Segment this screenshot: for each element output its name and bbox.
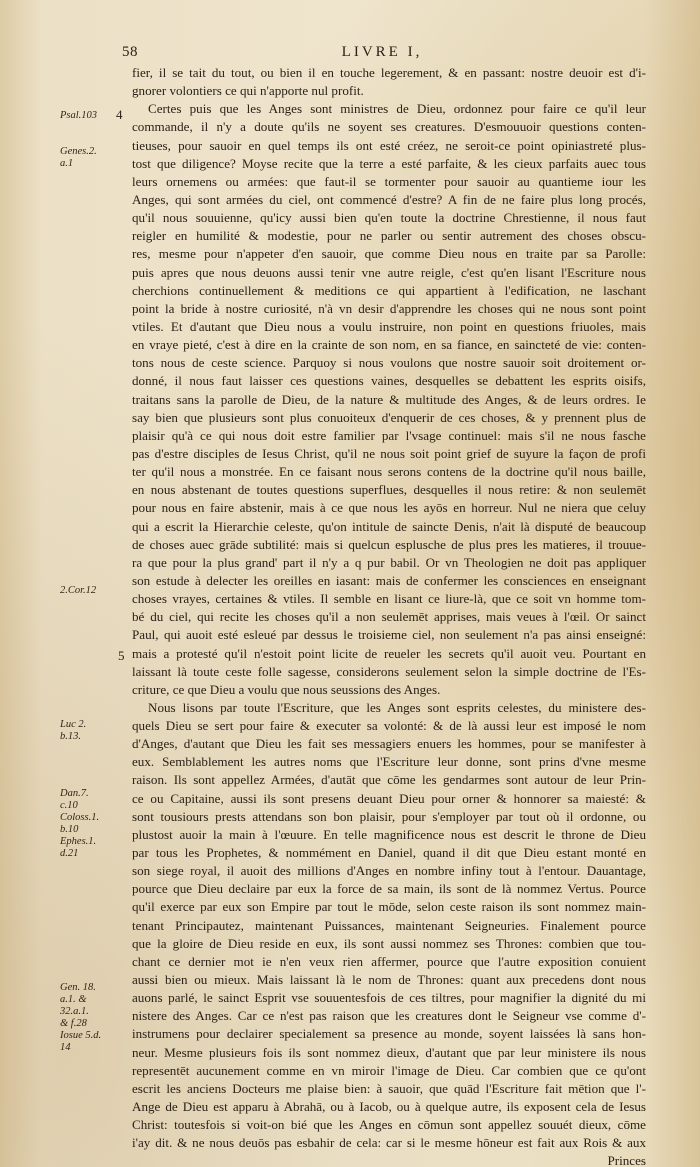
text-line: auons parlé, le sainct Esprit vse souuentesfois de ces tiltres, pour magnifier la dignité du mi bbox=[132, 990, 646, 1006]
text-line: choses vrayes, certaines & vtiles. Il semble en lisant ce liure-là, que ce soit vn homme tom- bbox=[132, 591, 646, 607]
text-line: puis apres que nous deuons aussi tenir vne autre reigle, c'est qu'en lisant l'Escriture nous bbox=[132, 264, 646, 280]
text-line: Anges, qui sont armées du ciel, ont commencé d'estre? A fin de ne faire plus long procés, bbox=[132, 191, 646, 207]
text-line: raison. Ils sont appellez Armées, d'autāt que cōme les gendarmes sont autour de leur Prin- bbox=[132, 772, 646, 788]
margin-note-gen18: Gen. 18. a.1. & 32.a.1. & f.28 Iosue 5.d. 14 bbox=[60, 982, 102, 1053]
body-text bbox=[132, 64, 646, 1167]
margin-note-genes: Genes.2. a.1 bbox=[60, 146, 97, 169]
text-line: de choses auec grāde subtilité: mais si quelcun esplusche de plus pres les matieres, il trouue- bbox=[132, 536, 646, 552]
text-line: Princes bbox=[607, 1153, 646, 1167]
text-line: mais a protesté qu'il n'estoit point licite de reueler les secrets qu'il auoit veu. Pourtant en bbox=[132, 645, 646, 661]
page-header bbox=[122, 44, 642, 66]
text-line: pour nous en faire abstenir, mais à ce que nous les ayōs en horreur. Nul ne niera que celuy bbox=[132, 500, 646, 516]
text-line: Christ: toutesfois si voit-on bié que les Anges en cōmun sont appellez souuét dieux, cōme bbox=[132, 1117, 646, 1133]
text-line: Certes puis que les Anges sont ministres de Dieu, ordonnez pour faire ce qu'il leur bbox=[148, 101, 646, 117]
text-line: instrumens pour declairer specialement sa presence au monde, soyent laissées là sans hon- bbox=[132, 1026, 646, 1042]
text-line: bé du ciel, qui recite les choses qu'il a non seulemēt apprises, mais veues à l'œil. Or sainct bbox=[132, 609, 646, 625]
text-line: representēt aucunement comme en vn miroir l'image de Dieu. Car combien que ce qu'ont bbox=[132, 1062, 646, 1078]
text-line: plaisir qu'à ce qui nous doit estre familier par l'vsage continuel: mais s'il ne nous fasche bbox=[132, 427, 646, 443]
text-line: neur. Mesme plusieurs fois ils sont nommez dieux, d'autant que par leur ministere ils nous bbox=[132, 1044, 646, 1060]
text-line: tieuses, pour sauoir en quel temps ils ont esté créez, ne seroit-ce point opiniastreté plus- bbox=[132, 137, 646, 153]
text-line: qu'il exerce par eux son Empire par tout le mōde, selon ceste raison ils sont nommez main- bbox=[132, 899, 646, 915]
text-line: ra que pour la plus grand' part il n'y a q pur babil. Or vn Theologien ne doit pas appliquer bbox=[132, 554, 646, 570]
text-line: en nous abstenant de toutes questions superflues, desquelles il nous retire: & non seulemēt bbox=[132, 482, 646, 498]
text-line: i'ay dit. & ne nous deuōs pas esbahir de cela: car si le mesme hōneur est fait aux Rois & aux bbox=[132, 1135, 646, 1151]
text-line: en vraye pieté, c'est à dire en la crainte de son nom, en sa fiance, en saincteté de vie: conten- bbox=[132, 337, 646, 353]
text-line: Ange de Dieu est apparu à Abrahā, ou à Iacob, ou à quelque autre, ils exposent cela de Iesus bbox=[132, 1099, 646, 1115]
section-number-4: 4 bbox=[116, 107, 123, 122]
text-line: sont tousiours prests attendans son bon plaisir, pour s'employer par tout où il ordonne, ou bbox=[132, 808, 646, 824]
text-line: chant ce dernier mot ie n'en veux rien affermer, pource que l'autre exposition conuient bbox=[132, 953, 646, 969]
running-title: LIVRE I, bbox=[341, 44, 423, 60]
text-line: d'Anges, d'autant que Dieu les fait ses messagiers enuers les hommes, pour se manifester à bbox=[132, 736, 646, 752]
text-line: nistere des Anges. Car ce n'est pas raison que les creatures dont le Seigneur vse comme d'- bbox=[132, 1008, 646, 1024]
text-line: ce ou Capitaine, aussi ils sont presens deuant Dieu pour orner & honnorer sa maiesté: & bbox=[132, 790, 646, 806]
text-line: say bien que plusieurs sont plus conuoiteux d'enquerir de ces choses, & y prennent plus de bbox=[132, 409, 646, 425]
text-line: vtiles. Et d'autant que Dieu nous a voulu instruire, non point en questions friuoles, mais bbox=[132, 318, 646, 334]
text-line: Paul, qui auoit esté esleué par dessus le troisieme ciel, non seulement n'a pas ainsi enseigné: bbox=[132, 627, 646, 643]
text-line: pource que Dieu declaire par eux la force de sa main, ils sont de là nommez Vertus. Pource bbox=[132, 881, 646, 897]
margin-note-dan: Dan.7. c.10 Coloss.1. b.10 Ephes.1. d.21 bbox=[60, 788, 100, 859]
text-line: criture, ce que Dieu a voulu que nous seussions des Anges. bbox=[132, 681, 441, 697]
text-line: donné, il nous faut laisser ces questions vaines, desquelles se debattent les esprits oisifs, bbox=[132, 373, 646, 389]
text-line: plustost auoir la main à l'œuure. En telle magnificence nous est descrit le throne de Dieu bbox=[132, 826, 646, 842]
margin-note-psal: Psal.103 bbox=[60, 110, 98, 121]
margin-note-cor: 2.Cor.12 bbox=[60, 585, 97, 596]
text-line: leurs ornemens ou armées: que faut-il se tormenter pour sauoir au quantieme iour les bbox=[132, 173, 646, 189]
text-line: tost que diligence? Moyse recite que la terre a esté parfaite, & les cieux parfaits auec tous bbox=[132, 155, 646, 171]
text-line: aussi bien ou mieux. Mais laissant là le nom de Thrones: quant aux precedens dont nous bbox=[132, 972, 646, 988]
text-line: pas d'estre disciples de Iesus Christ, qu'il ne nous soit point grief de suyure la façon de profi bbox=[132, 445, 646, 461]
text-line: gnorer volontiers ce qui n'apporte nul profit. bbox=[132, 83, 364, 99]
text-line: escrit les anciens Docteurs me plaise bien: à sauoir, que quād l'Escriture fait mētion que l'- bbox=[132, 1080, 646, 1096]
text-line: reigler en humilité & modestie, pour ne parler ou sentir autrement des choses obscu- bbox=[132, 228, 646, 244]
text-line: Nous lisons par toute l'Escriture, que les Anges sont esprits celestes, du ministere des- bbox=[148, 699, 646, 715]
text-line: commande, il n'y a doute qu'ils ne soyent ses creatures. D'esmouuoir questions conten- bbox=[132, 119, 646, 135]
text-line: traitans sans la parolle de Dieu, de la nature & multitude des Anges, & de leurs ordres. Ie bbox=[132, 391, 646, 407]
text-line: tons nous de ceste science. Parquoy si nous voulons que nostre sauoir soit droitement or- bbox=[132, 355, 646, 371]
text-line: cherchions continuellement & meditions ce qui appartient à l'edification, ne laschant bbox=[132, 282, 646, 298]
text-line: tenant Principautez, maintenant Puissances, maintenant Seigneuries. Finalement pource bbox=[132, 917, 646, 933]
text-line: son siege royal, il auoit des millions d'Anges en nombre infiny tout à l'entour. Dauantage, bbox=[132, 863, 646, 879]
text-line: que la gloire de Dieu reside en eux, ils sont aussi nommez ses Thrones: combien que tou- bbox=[132, 935, 646, 951]
text-line: quels Dieu se sert pour faire & executer sa volonté: & de là aussi leur est imposé le nom bbox=[132, 718, 646, 734]
section-number-5: 5 bbox=[118, 648, 125, 663]
text-line: laissant là toute ceste folle sagesse, considerons seulement selon la simple doctrine de l'Es- bbox=[132, 663, 646, 679]
text-line: point la bride à nostre curiosité, n'à vn desir d'apprendre les choses qui ne nous sont point bbox=[132, 300, 646, 316]
text-line: qu'il nous souuienne, qu'icy aussi bien qu'en toute la doctrine Chrestienne, il nous faut bbox=[132, 210, 646, 226]
text-line: eux. Semblablement les autres noms que l'Escriture leur donne, sont prins d'vne mesme bbox=[132, 754, 646, 770]
text-line: ter qu'il nous a monstrée. En ce faisant nous serons contens de la doctrine qu'il nous baille, bbox=[132, 464, 646, 480]
text-line: son estude à delecter les oreilles en iasant: mais de confermer les consciences en enseignant bbox=[132, 572, 646, 588]
margin-note-luc: Luc 2. b.13. bbox=[60, 719, 87, 742]
folio-number: 58 bbox=[122, 44, 138, 60]
text-line: par tous les Prophetes, & nommément en Daniel, quand il dit que Dieu estant monté en bbox=[132, 845, 646, 861]
text-line: qui a escrit la Hierarchie celeste, qu'on intitule de saincte Denis, n'ait là disputé de beaucoup bbox=[132, 518, 646, 534]
text-line: res, mesme pour n'appeter d'en sauoir, que comme Dieu nous en traite par sa Parolle: bbox=[132, 246, 646, 262]
text-line: fier, il se tait du tout, ou bien il en touche legerement, & en passant: nostre deuoir est d'i- bbox=[132, 65, 646, 80]
